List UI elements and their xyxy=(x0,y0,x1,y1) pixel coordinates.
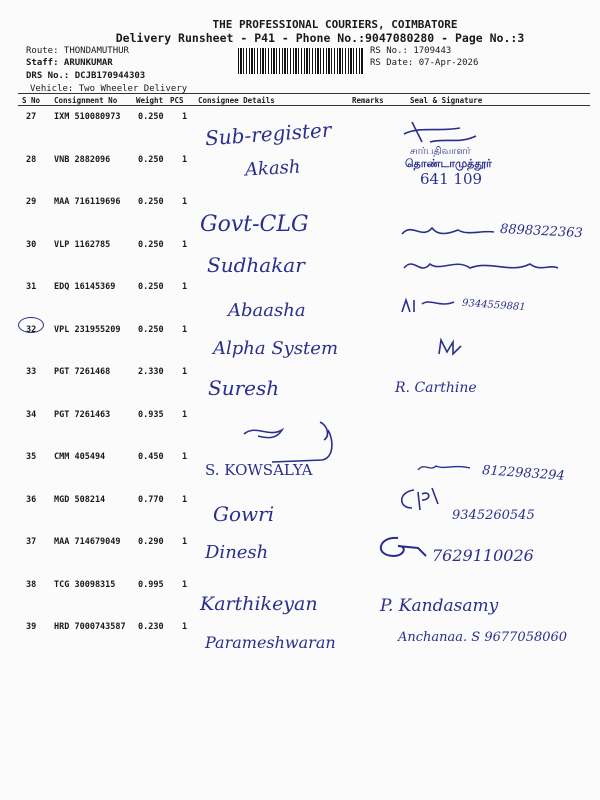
hw-dinesh: Dinesh xyxy=(205,542,269,563)
col-weight: Weight xyxy=(136,96,164,105)
row-consignment: MAA 714679049 xyxy=(54,537,121,547)
row-pcs: 1 xyxy=(182,197,188,207)
col-remarks: Remarks xyxy=(352,96,384,105)
sig-35-phone: 8122983294 xyxy=(481,463,566,484)
row-pcs: 1 xyxy=(182,367,188,377)
sig-36-phone: 9345260545 xyxy=(452,508,535,523)
hw-govt-clg: Govt-CLG xyxy=(200,212,309,237)
hw-kowsalya: S. KOWSALYA xyxy=(205,461,313,479)
sig-34: R. Carthine xyxy=(395,380,477,396)
hw-suresh: Suresh xyxy=(208,376,280,400)
company-title: THE PROFESSIONAL COURIERS, COIMBATORE xyxy=(212,18,458,31)
route-label: Route: THONDAMUTHUR xyxy=(26,46,129,56)
header-divider-top xyxy=(18,93,590,94)
col-seal: Seal & Signature xyxy=(410,96,483,105)
row-consignment: EDQ 16145369 xyxy=(54,282,116,292)
hw-scribble-34 xyxy=(236,418,346,468)
row-sno: 29 xyxy=(26,197,37,207)
row-pcs: 1 xyxy=(182,282,188,292)
row-sno: 31 xyxy=(26,282,37,292)
vehicle-label: Vehicle: Two Wheeler Delivery xyxy=(30,84,188,94)
row-consignment: CMM 405494 xyxy=(54,452,106,462)
row-consignment: VLP 1162785 xyxy=(54,239,111,250)
row-pcs: 1 xyxy=(182,324,188,335)
sig-39: Anchanaa. S 9677058060 xyxy=(398,630,568,645)
signature-33 xyxy=(435,336,465,358)
row-sno: 34 xyxy=(26,409,37,420)
hw-alpha-system: Alpha System xyxy=(213,338,339,359)
hw-parameshwaran: Parameshwaran xyxy=(205,633,336,652)
row-pcs: 1 xyxy=(182,409,188,420)
row-consignment: MGD 508214 xyxy=(54,494,106,505)
row-pcs: 1 xyxy=(182,537,188,547)
hw-karthikeyan: Karthikeyan xyxy=(200,593,318,615)
seal-line-3: 641 109 xyxy=(420,170,483,188)
signature-36 xyxy=(392,484,442,514)
runsheet-title: Delivery Runsheet - P41 - Phone No.:9047080280 - Page No.:3 xyxy=(115,31,525,45)
col-sno: S No xyxy=(22,96,41,105)
row-weight: 0.290 xyxy=(138,537,164,547)
signature-30 xyxy=(398,220,498,242)
row-consignment: VNB 2882096 xyxy=(54,154,111,165)
row-consignment: VPL 231955209 xyxy=(54,324,121,335)
row-sno: 32 xyxy=(26,324,37,335)
sig-38: P. Kandasamy xyxy=(380,596,499,616)
row-pcs: 1 xyxy=(182,239,188,250)
row-weight: 0.230 xyxy=(138,622,164,632)
signature-31 xyxy=(400,254,560,280)
row-sno: 35 xyxy=(26,452,37,462)
rs-no: RS No.: 1709443 xyxy=(370,46,452,56)
row-weight: 0.250 xyxy=(138,112,164,122)
row-consignment: IXM 510080973 xyxy=(54,112,121,122)
row-sno: 28 xyxy=(26,154,37,165)
row-weight: 0.250 xyxy=(138,154,164,165)
col-consignee: Consignee Details xyxy=(198,96,275,105)
rs-date: RS Date: 07-Apr-2026 xyxy=(370,58,479,68)
staff-label: Staff: ARUNKUMAR xyxy=(26,58,113,68)
row-pcs: 1 xyxy=(182,452,188,462)
hw-akash: Akash xyxy=(244,156,301,181)
col-consignment: Consignment No xyxy=(54,96,118,105)
row-pcs: 1 xyxy=(182,494,188,505)
row-consignment: TCG 30098315 xyxy=(54,579,116,590)
seal-line-1: சார்பதிவாளர் xyxy=(410,146,471,157)
row-weight: 0.250 xyxy=(138,239,164,250)
row-pcs: 1 xyxy=(182,154,188,165)
seal-line-2: தொண்டாமுத்தூர் xyxy=(405,157,492,170)
row-32-circle-mark xyxy=(18,317,44,333)
barcode-image xyxy=(238,48,364,74)
row-consignment: PGT 7261468 xyxy=(54,367,111,377)
row-weight: 0.935 xyxy=(138,409,164,420)
row-pcs: 1 xyxy=(182,579,188,590)
row-consignment: HRD 7000743587 xyxy=(54,622,126,632)
col-pcs: PCS xyxy=(170,96,184,105)
sig-30-phone: 8898322363 xyxy=(499,221,584,242)
hw-sub-register: Sub-register xyxy=(204,117,333,151)
hw-sudhakar: Sudhakar xyxy=(207,253,305,277)
sig-32-phone: 9344559881 xyxy=(461,297,526,314)
row-weight: 0.770 xyxy=(138,494,164,505)
drs-label: DRS No.: DCJB170944303 xyxy=(26,71,146,81)
row-weight: 2.330 xyxy=(138,367,164,377)
row-consignment: PGT 7261463 xyxy=(54,409,111,420)
row-sno: 33 xyxy=(26,367,37,377)
row-weight: 0.250 xyxy=(138,324,164,335)
header-divider-bottom xyxy=(18,105,590,106)
row-weight: 0.250 xyxy=(138,282,164,292)
signature-32 xyxy=(398,294,458,318)
sig-37-phone: 7629110026 xyxy=(432,546,534,565)
row-pcs: 1 xyxy=(182,622,188,632)
hw-abaasha: Abaasha xyxy=(228,300,306,321)
row-pcs: 1 xyxy=(182,112,188,122)
row-sno: 27 xyxy=(26,112,37,122)
row-sno: 37 xyxy=(26,537,37,547)
row-weight: 0.450 xyxy=(138,452,164,462)
row-weight: 0.995 xyxy=(138,579,164,590)
row-sno: 36 xyxy=(26,494,37,505)
row-sno: 30 xyxy=(26,239,37,250)
hw-gowri: Gowri xyxy=(213,502,275,526)
signature-35 xyxy=(414,458,474,476)
row-consignment: MAA 716119696 xyxy=(54,197,121,207)
row-weight: 0.250 xyxy=(138,197,164,207)
row-sno: 39 xyxy=(26,622,37,632)
row-sno: 38 xyxy=(26,579,37,590)
signature-37 xyxy=(368,532,428,562)
